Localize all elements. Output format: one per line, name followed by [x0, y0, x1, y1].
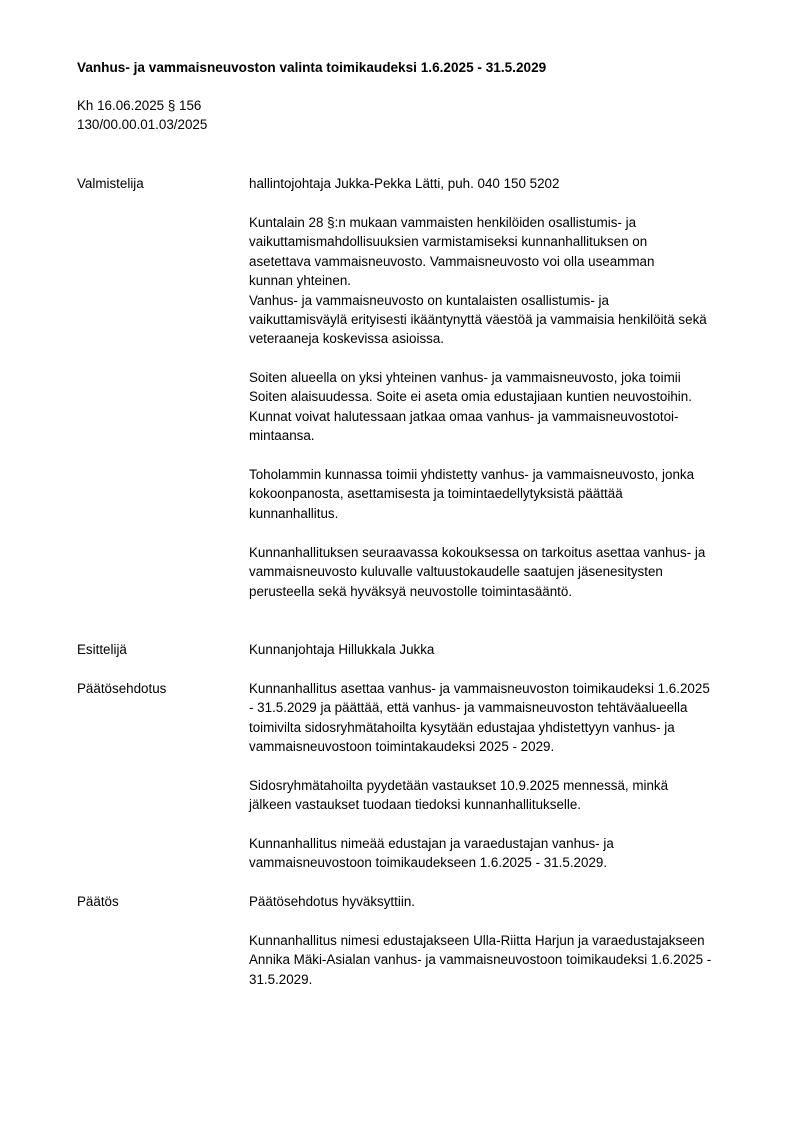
- text-line: Kuntalain 28 §:n mukaan vammaisten henkilöiden osallistumis- ja: [249, 215, 637, 230]
- esittelija-label: Esittelijä: [77, 642, 127, 657]
- valmistelija-paragraph-4: [249, 543, 769, 601]
- text-line: Toholammin kunnassa toimii yhdistetty vanhus- ja vammaisneuvosto, jonka: [249, 467, 695, 482]
- esittelija-value: [249, 640, 769, 659]
- paatos-paragraph-2: [249, 931, 769, 989]
- text-line: perusteella sekä hyväksyä neuvostolle toimintasääntö.: [249, 583, 573, 599]
- valmistelija-label: Valmistelija: [77, 176, 144, 191]
- text-line: Kunnanhallitus nimeää edustajan ja varaedustajan vanhus- ja: [249, 836, 614, 851]
- text-line: vammaisneuvostoon toimikaudekseen 1.6.2025 - 31.5.2029.: [249, 855, 608, 871]
- paatos-paragraph-1: [249, 892, 769, 911]
- valmistelija-paragraph-1: [249, 213, 769, 349]
- text-line: Kunnanhallituksen seuraavassa kokouksessa on tarkoitus asettaa vanhus- ja: [249, 545, 706, 560]
- paatosehdotus-paragraph-2: [249, 776, 769, 815]
- paatosehdotus-paragraph-3: [249, 834, 769, 873]
- meeting-reference: [77, 96, 207, 135]
- esittelija-name: Kunnanjohtaja Hillukkala Jukka: [249, 642, 435, 657]
- text-line: Soiten alueella on yksi yhteinen vanhus- ja vammaisneuvosto, joka toimii: [249, 370, 681, 385]
- paatosehdotus-label: Päätösehdotus: [77, 681, 167, 696]
- record-number: 130/00.00.01.03/2025: [77, 117, 208, 133]
- text-line: Kunnanhallitus asettaa vanhus- ja vammaisneuvoston toimikaudeksi 1.6.2025: [249, 681, 710, 696]
- text-line: 31.5.2029.: [249, 971, 313, 987]
- text-line: asetettava vammaisneuvosto. Vammaisneuvosto voi olla useamman: [249, 253, 655, 269]
- valmistelija-paragraph-3: [249, 465, 769, 523]
- text-line: Päätösehdotus hyväksyttiin.: [249, 894, 415, 909]
- text-line: kunnanhallitus.: [249, 505, 339, 521]
- paatos-label: Päätös: [77, 894, 119, 909]
- text-line: kunnan yhteinen.: [249, 273, 351, 289]
- text-line: Sidosryhmätahoilta pyydetään vastaukset 10.9.2025 mennessä, minkä: [249, 778, 669, 793]
- text-line: Soiten alaisuudessa. Soite ei aseta omia edustajiaan kuntien neuvostoihin.: [249, 389, 692, 405]
- text-line: Kunnanhallitus nimesi edustajakseen Ulla-Riitta Harjun ja varaedustajakseen: [249, 933, 705, 948]
- text-line: - 31.5.2029 ja päättää, että vanhus- ja vammaisneuvoston tehtäväalueella: [249, 700, 688, 716]
- text-line: Annika Mäki-Asialan vanhus- ja vammaisneuvostoon toimikaudeksi 1.6.2025 -: [249, 952, 712, 968]
- text-line: vaikuttamisväylä erityisesti ikääntynyttä väestöä ja vammaisia henkilöitä sekä: [249, 312, 707, 328]
- text-line: vammaisneuvosto kuluvalle valtuustokaudelle saatujen jäsenesitysten: [249, 564, 663, 580]
- valmistelija-paragraph-2: [249, 368, 769, 446]
- text-line: Vanhus- ja vammaisneuvosto on kuntalaisten osallistumis- ja: [249, 292, 609, 308]
- valmistelija-name: hallintojohtaja Jukka-Pekka Lätti, puh. 040 150 5202: [249, 176, 560, 191]
- text-line: veteraaneja koskevissa asioissa.: [249, 331, 445, 347]
- text-line: Kunnat voivat halutessaan jatkaa omaa vanhus- ja vammaisneuvostotoi-: [249, 408, 679, 424]
- meeting-ref-line: Kh 16.06.2025 § 156: [77, 98, 202, 113]
- paatosehdotus-paragraph-1: [249, 679, 769, 757]
- text-line: vammaisneuvostoon toimintakaudeksi 2025 - 2029.: [249, 739, 555, 755]
- text-line: jälkeen vastaukset tuodaan tiedoksi kunnanhallitukselle.: [249, 797, 582, 813]
- valmistelija-value: [249, 174, 769, 193]
- text-line: vaikuttamismahdollisuuksien varmistamiseksi kunnanhallituksen on: [249, 234, 648, 250]
- text-line: toimivilta sidosryhmätahoilta kysytään edustajaa yhdistettyyn vanhus- ja: [249, 719, 675, 735]
- text-line: mintaansa.: [249, 428, 315, 444]
- text-line: kokoonpanosta, asettamisesta ja toimintaedellytyksistä päättää: [249, 486, 623, 502]
- document-title: Vanhus- ja vammaisneuvoston valinta toimikaudeksi 1.6.2025 - 31.5.2029: [77, 60, 547, 75]
